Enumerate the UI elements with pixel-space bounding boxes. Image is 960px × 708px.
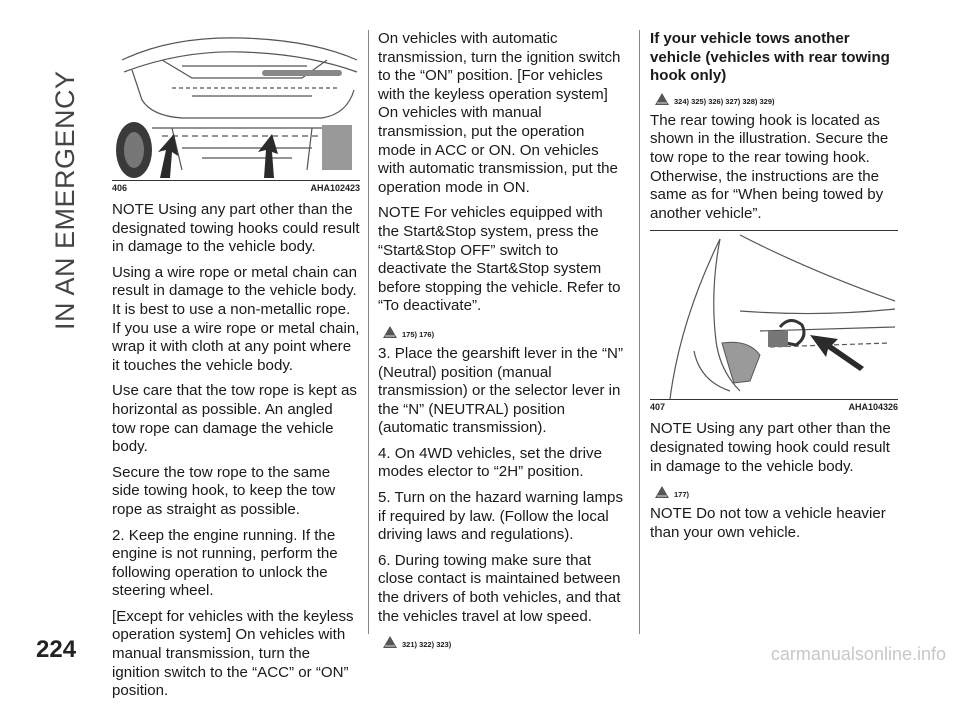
warning-reference[interactable] [654, 90, 898, 106]
warning-reference[interactable] [382, 633, 626, 649]
column-1 [112, 30, 360, 708]
arrow-icon [158, 134, 178, 178]
paragraph: The rear towing hook is located as shown in the illustration. Secure the tow rope to the rear towing hook. Otherwise, the instructions are the same as for “When being towed by another vehicle”. [650, 111, 889, 222]
column-divider-1 [368, 30, 369, 634]
rear-towing-hook-illustration [650, 231, 898, 399]
paragraph: Secure the tow rope to the same side towing hook, to keep the tow rope as straight as possible. [112, 463, 336, 518]
reference-numbers: 321) 322) 323) [402, 640, 452, 650]
paragraph: [Except for vehicles with the keyless operation system] On vehicles with manual transmission, turn the ignition switch to the “ACC” or “ON” position. [112, 607, 354, 700]
reference-numbers: 177) [674, 490, 690, 500]
warning-reference[interactable] [382, 323, 626, 339]
paragraph: 4. On 4WD vehicles, set the drive modes elector to “2H” position. [378, 444, 602, 481]
warning-triangle-icon [654, 92, 670, 106]
section-heading: If your vehicle tows another vehicle (vehicles with rear towing hook only) [650, 30, 890, 85]
figure-code: AHA102423 [310, 183, 360, 193]
figure-number: 407 [650, 402, 666, 413]
figure-code: AHA104326 [848, 402, 898, 413]
figure-407 [650, 231, 898, 400]
reference-numbers: 324) 325) 326) 327) 328) 329) [674, 96, 775, 106]
arrow-icon [810, 335, 864, 371]
paragraph: 5. Turn on the hazard warning lamps if required by law. (Follow the local driving laws and regulations). [378, 489, 623, 544]
watermark: carmanualsonline.info [770, 644, 946, 664]
warning-triangle-icon [654, 485, 670, 499]
arrow-icon [258, 134, 278, 178]
figure-caption [112, 181, 360, 193]
paragraph: NOTE Using any part other than the designated towing hooks could result in damage to the vehicle body. [112, 201, 360, 256]
paragraph: NOTE Do not tow a vehicle heavier than your own vehicle. [650, 505, 886, 541]
column-divider-2 [639, 30, 640, 634]
paragraph: 6. During towing make sure that close contact is maintained between the drivers of both vehicles, and that the vehicles travel at low speed. [378, 551, 621, 625]
warning-reference[interactable] [654, 483, 898, 499]
paragraph: Use care that the tow rope is kept as horizontal as possible. An angled tow rope can damage the vehicle body. [112, 382, 357, 456]
section-title-text: IN AN EMERGENCY [50, 70, 80, 330]
paragraph: On vehicles with automatic transmission, turn the ignition switch to the “ON” position. [For vehicles with the keyless operation system] On vehicles with manual transmission, put the operation mode in ACC or ON. On vehicles with automatic transmission, put the operation mode in ON. [378, 30, 621, 196]
paragraph: NOTE For vehicles equipped with the Start&Stop system, press the “Start&Stop OFF” switch to deactivate the Start&Stop system before stopping the vehicle. Refer to “To deactivate”. [378, 204, 621, 315]
column-3 [650, 30, 898, 549]
page-number: 224 [36, 636, 77, 663]
paragraph: Using a wire rope or metal chain can result in damage to the vehicle body. It is best to use a non-metallic rope. If you use a wire rope or metal chain, wrap it with cloth at any point where it touches the vehicle body. [112, 263, 360, 374]
warning-triangle-icon [382, 325, 398, 339]
paragraph: 3. Place the gearshift lever in the “N” (Neutral) position (manual transmission) or the selector lever in the “N” (NEUTRAL) position (automatic transmission). [378, 344, 623, 437]
reference-numbers: 175) 176) [402, 329, 435, 339]
section-side-title [44, 30, 84, 330]
front-towing-hook-illustration [112, 30, 360, 180]
figure-number: 406 [112, 183, 128, 193]
figure-406 [112, 30, 360, 181]
paragraph: NOTE Using any part other than the designated towing hook could result in damage to the vehicle body. [650, 420, 891, 475]
paragraph: 2. Keep the engine running. If the engine is not running, perform the following operation to unlock the steering wheel. [112, 526, 338, 600]
figure-caption [650, 400, 898, 412]
warning-triangle-icon [382, 635, 398, 649]
column-2 [378, 30, 626, 655]
